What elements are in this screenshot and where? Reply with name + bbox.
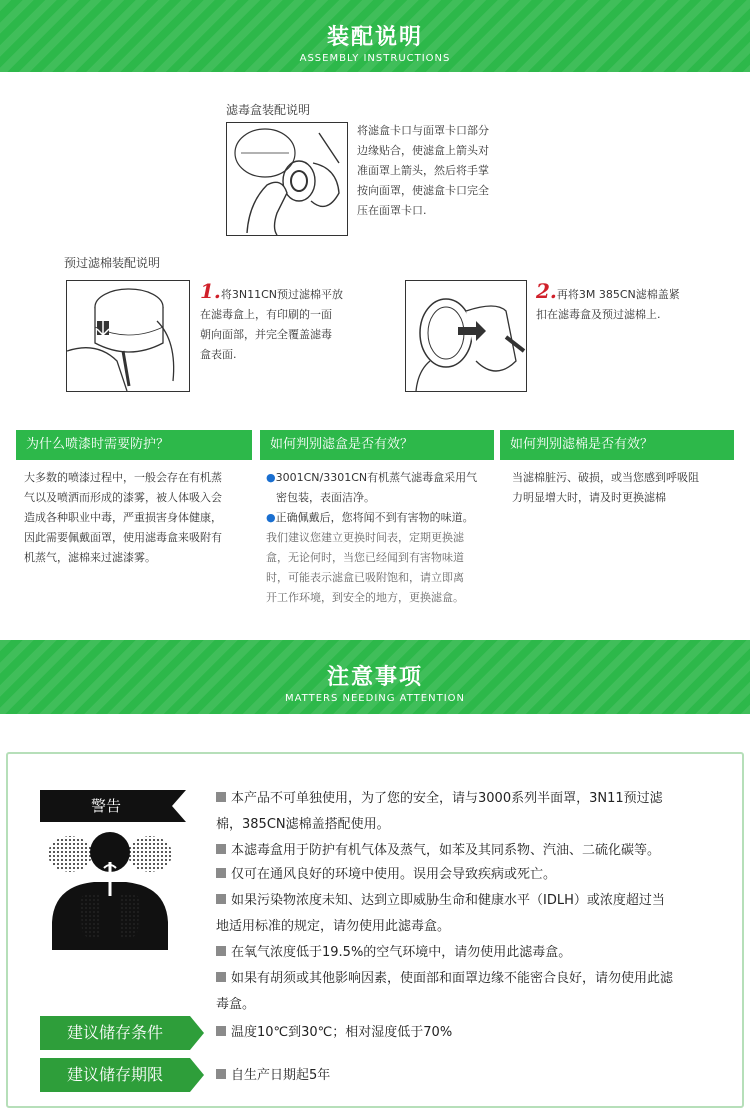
col-line: 盒，无论何时，当您已经闻到有害物味道: [266, 551, 464, 564]
col-line: 密包装，表面洁净。: [276, 491, 375, 504]
prefilter-place-icon: [67, 281, 189, 391]
filter-box-line: 边缘贴合，使滤盒上箭头对: [357, 144, 489, 157]
warning-item: [216, 838, 728, 864]
step1-number: 1.: [200, 279, 221, 303]
warning-item: [216, 786, 728, 838]
filter-box-line: 压在面罩卡口.: [357, 204, 427, 217]
warning-line: 仅可在通风良好的环境中使用。误用会导致疾病或死亡。: [231, 867, 557, 882]
matters-subtitle: MATTERS NEEDING ATTENTION: [284, 693, 465, 704]
step1-line: 将3N11CN预过滤棉平放: [220, 288, 344, 301]
assembly-subtitle: ASSEMBLY INSTRUCTIONS: [299, 53, 451, 64]
col-head-cartridge: 如何判别滤盒是否有效？: [260, 430, 494, 460]
col-line: 机蒸气，滤棉来过滤漆雾。: [24, 551, 156, 564]
col-line: 3001CN/3301CN有机蒸气滤毒盒采用气: [275, 471, 478, 484]
col-head-spray: 为什么喷漆时需要防护？: [16, 430, 252, 460]
square-bullet-icon: [216, 972, 226, 982]
warning-line: 如果有胡须或其他影响因素，使面部和面罩边缘不能密合良好，请勿使用此滤: [231, 971, 674, 986]
col-line: 因此需要佩戴面罩，使用滤毒盒来吸附有: [24, 531, 222, 544]
storage-condition-label: 建议储存条件: [40, 1016, 190, 1050]
warning-tab: [40, 790, 186, 822]
matters-title: 注意事项: [326, 665, 423, 690]
filter-box-title: 滤毒盒装配说明: [226, 103, 311, 117]
warning-item: [216, 966, 728, 1018]
prefilter-step1-illustration: [66, 280, 190, 392]
step2-line: 再将3M 385CN滤棉盖紧: [556, 288, 680, 301]
square-bullet-icon: [216, 792, 226, 802]
respiratory-hazard-icon: [44, 826, 176, 950]
square-bullet-icon: [216, 946, 226, 956]
warning-line: 本产品不可单独使用，为了您的安全，请与3000系列半面罩，3N11预过滤: [231, 791, 663, 806]
prefilter-step1: [200, 281, 360, 365]
filter-box-line: 按向面罩，使滤盒卡口完全: [357, 184, 489, 197]
warning-line: 地适用标准的规定，请勿使用此滤毒盒。: [216, 919, 451, 934]
prefilter-step2-illustration: [405, 280, 527, 392]
storage-period-value: [216, 1063, 728, 1089]
filter-box-line: 准面罩上箭头，然后将手掌: [357, 164, 489, 177]
storage-value: 自生产日期起5年: [231, 1068, 331, 1083]
square-bullet-icon: [216, 844, 226, 854]
warning-item: [216, 888, 728, 940]
col-line: 开工作环境，到安全的地方，更换滤盒。: [266, 591, 464, 604]
col-text-spray: [24, 468, 254, 568]
col-text-cartridge: [266, 468, 498, 608]
step2-number: 2.: [536, 279, 557, 303]
step2-line: 扣在滤毒盒及预过滤棉上.: [536, 308, 661, 321]
filter-cover-icon: [406, 281, 526, 391]
warning-label: 警告: [90, 797, 121, 815]
assembly-title: 装配说明: [326, 25, 423, 50]
col-line: 时，可能表示滤盒已吸附饱和，请立即离: [266, 571, 464, 584]
square-bullet-icon: [216, 868, 226, 878]
square-bullet-icon: [216, 894, 226, 904]
assembly-banner: [0, 0, 750, 72]
square-bullet-icon: [216, 1026, 226, 1036]
bullet-icon: ●: [266, 511, 276, 524]
col-line: 力明显增大时，请及时更换滤棉: [512, 491, 666, 504]
bullet-icon: ●: [266, 471, 276, 484]
col-line: 当滤棉脏污、破损，或当您感到呼吸阻: [512, 471, 699, 484]
step1-line: 朝向面部，并完全覆盖滤毒: [200, 328, 332, 341]
col-text-filter: [512, 468, 736, 508]
warning-item: [216, 940, 728, 966]
mask-filter-icon: [227, 123, 347, 235]
prefilter-title: 预过滤棉装配说明: [64, 256, 161, 270]
warning-line: 毒盒。: [216, 997, 256, 1012]
col-head-filter: 如何判别滤棉是否有效？: [500, 430, 734, 460]
filter-box-line: 将滤盒卡口与面罩卡口部分: [357, 124, 489, 137]
filter-box-instructions: [357, 121, 527, 221]
col-line: 我们建议您建立更换时间表，定期更换滤: [266, 531, 464, 544]
warning-line: 本滤毒盒用于防护有机气体及蒸气，如苯及其同系物、汽油、二硫化碳等。: [231, 843, 661, 858]
matters-banner: [0, 640, 750, 714]
step1-line: 盒表面.: [200, 348, 237, 361]
filter-box-illustration: [226, 122, 348, 236]
warning-line: 棉，385CN滤棉盖搭配使用。: [216, 817, 390, 832]
warning-line: 如果污染物浓度未知、达到立即威胁生命和健康水平（IDLH）或浓度超过当: [231, 893, 665, 908]
col-line: 大多数的喷漆过程中，一般会存在有机蒸: [24, 471, 222, 484]
prefilter-step2: [536, 281, 716, 325]
warning-item: [216, 862, 728, 888]
col-line: 造成各种职业中毒，严重损害身体健康，: [24, 511, 222, 524]
storage-value: 温度10℃到30℃；相对湿度低于70%: [231, 1025, 453, 1040]
square-bullet-icon: [216, 1069, 226, 1079]
step1-line: 在滤毒盒上，有印刷的一面: [200, 308, 332, 321]
col-line: 正确佩戴后，您将闻不到有害物的味道。: [275, 511, 474, 524]
col-line: 气以及喷洒而形成的漆雾，被人体吸入会: [24, 491, 222, 504]
storage-period-label: 建议储存期限: [40, 1058, 190, 1092]
storage-condition-value: [216, 1020, 728, 1046]
warning-line: 在氧气浓度低于19.5%的空气环境中，请勿使用此滤毒盒。: [231, 945, 572, 960]
